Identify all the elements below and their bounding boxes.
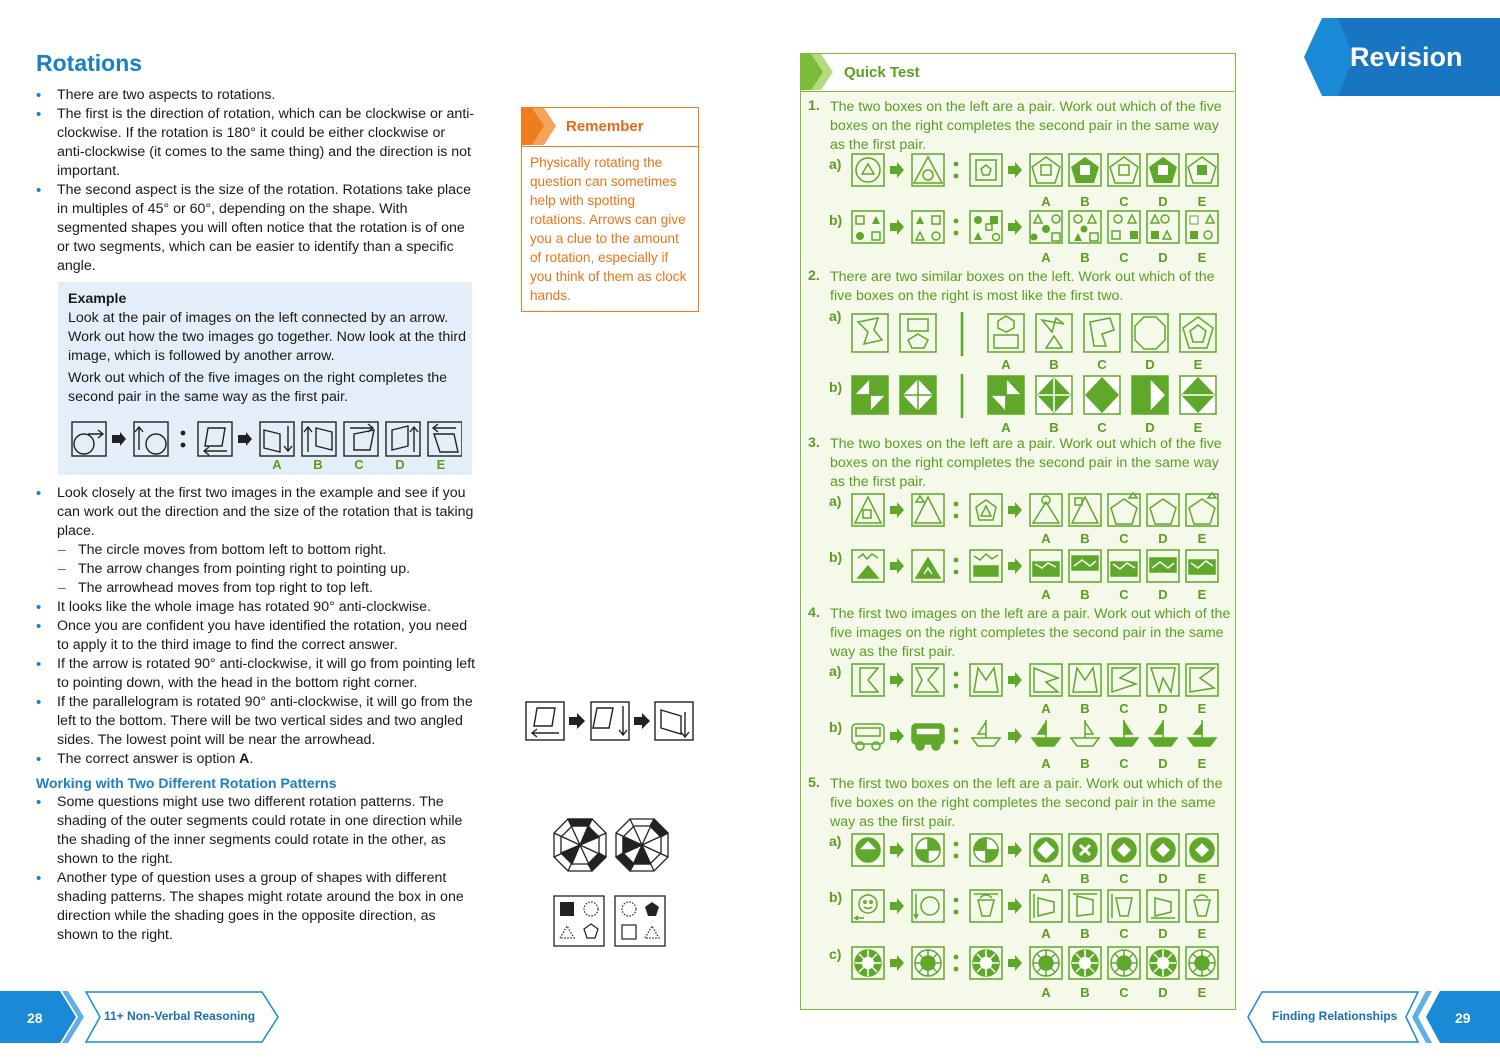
list-item: – The arrow changes from pointing right to pointing up. xyxy=(36,560,476,579)
option-label: B xyxy=(1080,194,1090,209)
list-item: – The circle moves from bottom left to bottom right. xyxy=(36,541,476,560)
list-item: • Another type of question uses a group of shapes with different shading patterns. The shapes might rotate around the box in one direction while the shading goes in the opposite direction, as shown to the right. xyxy=(36,869,476,945)
question-figure-5c xyxy=(850,943,1220,983)
part-label: a) xyxy=(829,493,842,509)
list-item: • Look closely at the first two images in the example and see if you can work out the direction and the size of the rotation that is taking place. xyxy=(36,484,476,541)
question-figure-4b xyxy=(850,716,1220,756)
left-page-number: 28 xyxy=(27,1010,43,1026)
question-figure-3a xyxy=(850,490,1220,530)
option-label: C xyxy=(1097,357,1107,372)
part-label: a) xyxy=(829,833,842,849)
option-label: A xyxy=(1001,357,1011,372)
example-box xyxy=(58,282,472,475)
option-label: D xyxy=(1158,194,1168,209)
option-label: E xyxy=(1197,985,1207,1000)
part-label: b) xyxy=(829,719,843,735)
option-label: C xyxy=(1119,587,1129,602)
option-label: C xyxy=(1119,531,1129,546)
option-label: E xyxy=(1197,701,1207,716)
left-footer-label: 11+ Non-Verbal Reasoning xyxy=(104,1009,256,1023)
option-label: C xyxy=(1119,701,1129,716)
question-figure-4a xyxy=(850,660,1220,700)
chevron-icon xyxy=(522,108,558,145)
chevron-icon xyxy=(801,54,835,90)
option-label: D xyxy=(1145,357,1155,372)
option-label: E xyxy=(1197,871,1207,886)
question-number: 4. xyxy=(808,605,820,621)
option-label: E xyxy=(1197,250,1207,265)
option-label: D xyxy=(1158,985,1168,1000)
part-label: b) xyxy=(829,549,843,565)
part-label: b) xyxy=(829,212,843,228)
option-label: B xyxy=(1049,420,1059,435)
question-text: The first two boxes on the left are a pair. Work out which of the five boxes on the right completes the second pair in the same way as the first pair. xyxy=(830,776,1223,830)
option-label: C xyxy=(1119,250,1129,265)
option-label: E xyxy=(1193,420,1203,435)
option-label: A xyxy=(1041,701,1051,716)
option-label: D xyxy=(1158,871,1168,886)
right-page-number: 29 xyxy=(1455,1010,1471,1026)
answer-prefix: The correct answer is option xyxy=(57,751,240,767)
question-figure-1a xyxy=(850,150,1220,190)
option-label: A xyxy=(1001,420,1011,435)
question-number: 5. xyxy=(808,775,820,791)
example-figure xyxy=(70,420,462,460)
list-item: • There are two aspects to rotations. xyxy=(36,86,476,105)
option-label: A xyxy=(1041,871,1051,886)
answer-suffix: . xyxy=(249,751,254,767)
question-figure-3b xyxy=(850,546,1220,586)
list-item: • If the arrow is rotated 90° anti-clockwise, it will go from pointing left to pointing down, with the head in the bottom right corner. xyxy=(36,655,476,693)
question-figure-5a xyxy=(850,830,1220,870)
option-label: A xyxy=(1041,194,1051,209)
option-label: B xyxy=(1080,985,1090,1000)
option-label: E xyxy=(1193,357,1203,372)
part-label: a) xyxy=(829,663,842,679)
question-text: The two boxes on the left are a pair. Work out which of the five boxes on the right completes the second pair in the same way as the first pair. xyxy=(830,436,1222,490)
option-label: A xyxy=(1041,756,1051,771)
quick-test-title: Quick Test xyxy=(844,64,920,81)
page-title: Rotations xyxy=(36,50,143,76)
option-label: C xyxy=(1119,194,1129,209)
example-heading: Example xyxy=(68,291,127,307)
option-label: C xyxy=(1119,871,1129,886)
option-label: B xyxy=(313,457,323,472)
option-label: B xyxy=(1080,250,1090,265)
option-label: A xyxy=(1041,926,1051,941)
list-item: • If the parallelogram is rotated 90° anti-clockwise, it will go from the left to the bottom. There will be two vertical sides and two angled sides. The lowest point will be near the arrowhead. xyxy=(36,693,476,750)
option-label: D xyxy=(1158,701,1168,716)
option-label: B xyxy=(1080,871,1090,886)
list-item: • Once you are confident you have identified the rotation, you need to apply it to the third image to find the correct answer. xyxy=(36,617,476,655)
option-label: B xyxy=(1080,756,1090,771)
option-label: C xyxy=(1119,926,1129,941)
question-figure-2a xyxy=(850,310,1220,356)
intro-bullets xyxy=(36,86,476,276)
option-label: E xyxy=(1197,587,1207,602)
remember-box xyxy=(521,107,699,312)
patterns-bullets xyxy=(36,793,476,945)
option-label: C xyxy=(1097,420,1107,435)
part-label: a) xyxy=(829,156,842,172)
option-label: A xyxy=(272,457,282,472)
shapes-illustration xyxy=(553,894,667,948)
option-label: E xyxy=(1197,756,1207,771)
option-label: D xyxy=(1158,531,1168,546)
question-text: The first two images on the left are a pair. Work out which of the five images on the right completes the second pair in the same way as the first pair. xyxy=(830,606,1231,660)
answer-letter: A xyxy=(239,751,250,767)
option-label: E xyxy=(436,457,446,472)
remember-title: Remember xyxy=(566,118,644,135)
remember-body: Physically rotating the question can sometimes help with spotting rotations. Arrows can give you a clue to the amount of rotation, especially if you think of them as clock hands. xyxy=(530,155,687,303)
question-number: 2. xyxy=(808,268,820,284)
example-paragraph-1: Look at the pair of images on the left connected by an arrow. Work out how the two images go together. Now look at the third image, which is followed by another arrow. xyxy=(68,310,466,364)
option-label: B xyxy=(1080,531,1090,546)
option-label: D xyxy=(1158,587,1168,602)
list-item: • The second aspect is the size of the rotation. Rotations take place in multiples of 45° or 60°, depending on the shape. With segmented shapes you will often notice that the rotation is of one or two segments, which can be easier to identify than a specific angle. xyxy=(36,181,476,276)
option-label: A xyxy=(1041,587,1051,602)
list-item: – The arrowhead moves from top right to top left. xyxy=(36,579,476,598)
question-text: The two boxes on the left are a pair. Work out which of the five boxes on the right completes the second pair in the same way as the first pair. xyxy=(830,99,1222,153)
option-label: E xyxy=(1197,194,1207,209)
section-subheading: Working with Two Different Rotation Patterns xyxy=(36,775,337,791)
option-label: E xyxy=(1197,926,1207,941)
option-label: B xyxy=(1080,701,1090,716)
right-footer-label: Finding Relationships xyxy=(1272,1009,1398,1023)
option-label: C xyxy=(354,457,364,472)
list-item xyxy=(36,750,476,769)
rotation-illustration xyxy=(525,700,697,744)
option-label: B xyxy=(1080,587,1090,602)
question-number: 3. xyxy=(808,435,820,451)
option-label: A xyxy=(1041,250,1051,265)
question-text: There are two similar boxes on the left. Work out which of the five boxes on the right is most like the first two. xyxy=(830,269,1215,304)
question-figure-2b xyxy=(850,372,1220,418)
list-item: • It looks like the whole image has rotated 90° anti-clockwise. xyxy=(36,598,476,617)
list-item: • The first is the direction of rotation, which can be clockwise or anti-clockwise. If the rotation is 180° it could be either clockwise or anti-clockwise (it comes to the same thing) and the direction is not important. xyxy=(36,105,476,181)
octagon-illustration xyxy=(552,817,672,873)
option-label: D xyxy=(1158,250,1168,265)
option-label: D xyxy=(1158,756,1168,771)
part-label: b) xyxy=(829,379,843,395)
option-label: D xyxy=(1145,420,1155,435)
option-label: C xyxy=(1119,985,1129,1000)
explanation-bullets xyxy=(36,484,476,769)
part-label: b) xyxy=(829,889,843,905)
option-label: A xyxy=(1041,985,1051,1000)
part-label: a) xyxy=(829,308,842,324)
option-label: E xyxy=(1197,531,1207,546)
revision-label: Revision xyxy=(1350,42,1463,72)
question-figure-1b xyxy=(850,207,1220,247)
option-label: A xyxy=(1041,531,1051,546)
question-number: 1. xyxy=(808,98,820,114)
option-label: C xyxy=(1119,756,1129,771)
example-paragraph-2: Work out which of the five images on the right completes the second pair in the same way as the first pair. xyxy=(68,370,448,405)
option-label: D xyxy=(395,457,405,472)
option-label: D xyxy=(1158,926,1168,941)
list-item: • Some questions might use two different rotation patterns. The shading of the outer segments could rotate in one direction while the shading of the inner segments could rotate in the other, as shown to the right. xyxy=(36,793,476,869)
option-label: B xyxy=(1080,926,1090,941)
question-figure-5b xyxy=(850,886,1220,926)
option-label: B xyxy=(1049,357,1059,372)
part-label: c) xyxy=(829,946,842,962)
